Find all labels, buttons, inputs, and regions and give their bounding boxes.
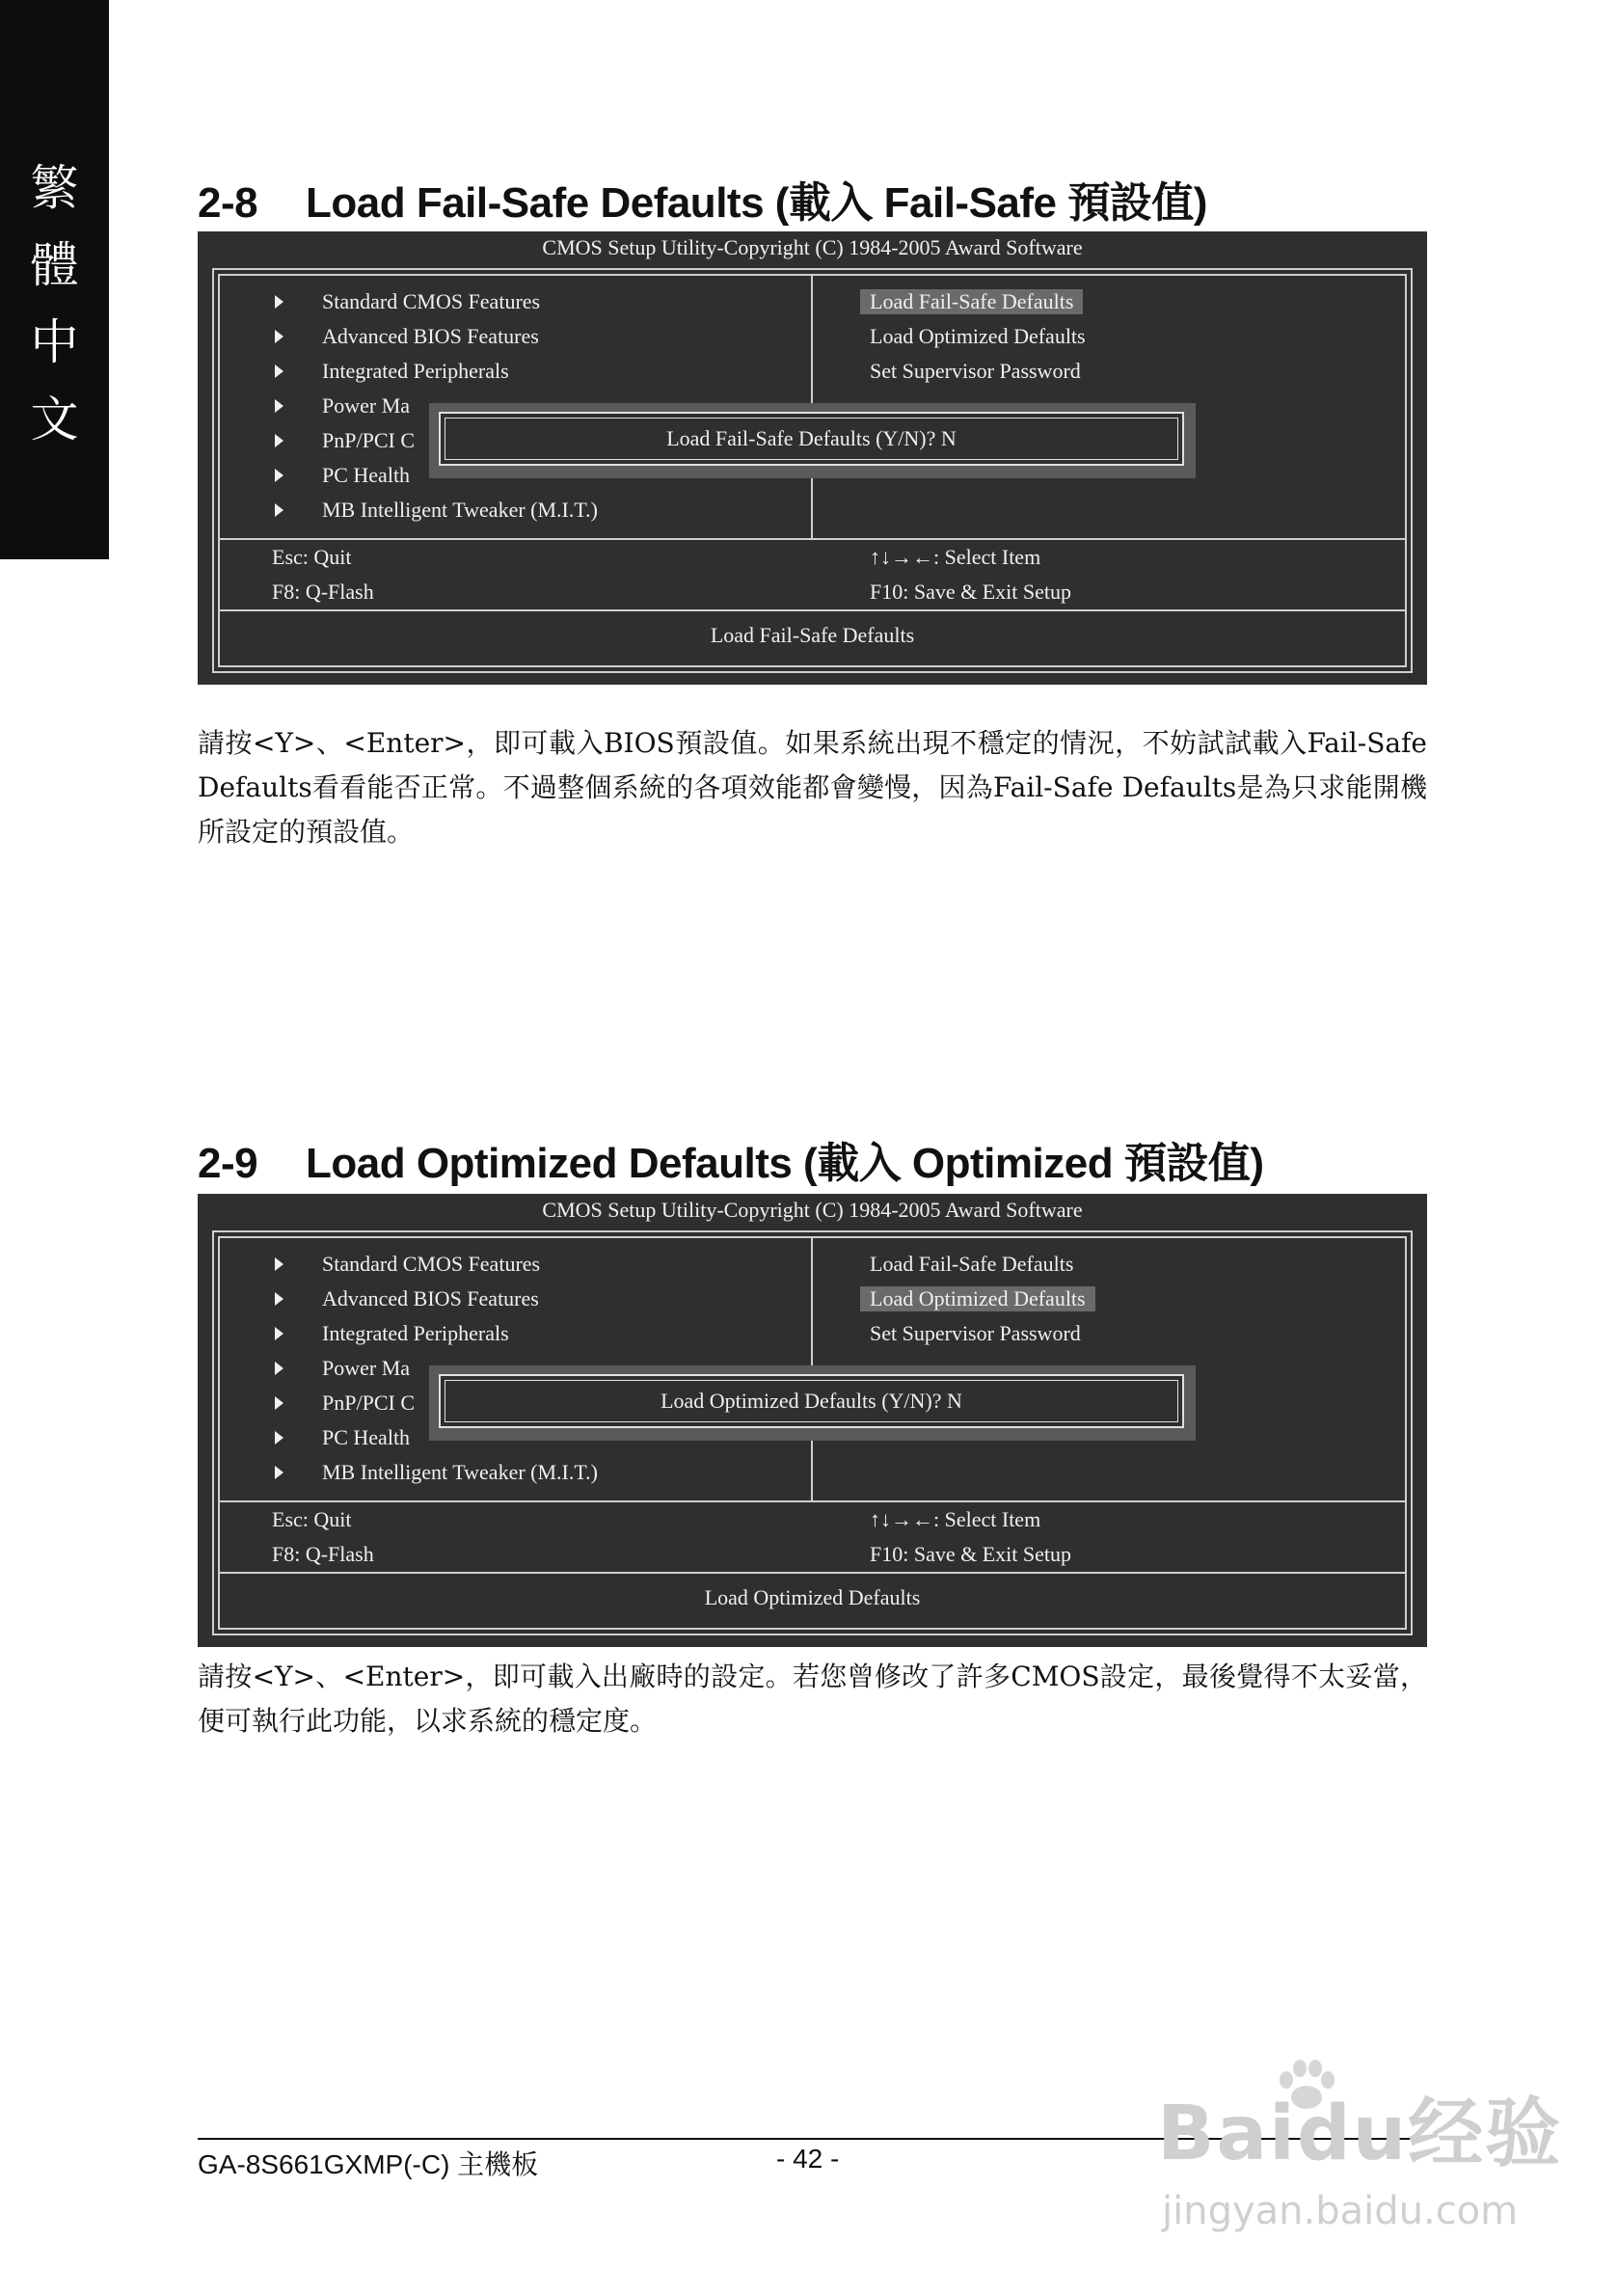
watermark-url: jingyan.baidu.com [1162,2189,1519,2233]
confirm-dialog[interactable] [439,412,1184,466]
bios-screen-optimized [198,1194,1427,1647]
menu-label: PC Health [322,1425,411,1449]
bios-menu-item[interactable] [275,1252,540,1277]
bios-menu-item[interactable] [275,1425,410,1450]
menu-label: PnP/PCI C [322,1391,415,1415]
bios-menu-item-load-fail-safe[interactable]: Load Fail-Safe Defaults [870,1252,1074,1276]
arrow-right-icon [275,1327,283,1340]
menu-label: MB Intelligent Tweaker (M.I.T.) [322,1460,599,1484]
bios-menu-item[interactable] [275,393,410,419]
language-side-tab [0,0,109,559]
arrow-right-icon [275,330,283,343]
key-hint-select: ↑↓→←: Select Item [870,545,1041,569]
key-hint-f8: F8: Q-Flash [272,580,374,604]
arrow-right-icon [275,503,283,517]
bios-menu-item-load-optimized[interactable]: Load Optimized Defaults [860,1286,1095,1311]
section-number: 2-9 [198,1140,258,1187]
bios-menu-item[interactable] [275,1286,539,1311]
arrow-right-icon [275,399,283,413]
confirm-dialog[interactable] [439,1374,1184,1428]
watermark-logo: Baidu经验 [1157,2091,1563,2177]
section-heading-2-8 [198,168,1207,230]
bios-menu-item[interactable] [275,1356,410,1381]
bios-menu-item[interactable] [275,289,540,314]
bios-menu-item-load-optimized[interactable]: Load Optimized Defaults [870,324,1086,348]
bios-divider [218,538,1407,540]
footer-model: GA-8S661GXMP(-C) 主機板 [198,2149,539,2179]
arrow-right-icon [275,1292,283,1306]
menu-label: Integrated Peripherals [322,1321,509,1345]
menu-label: Standard CMOS Features [322,1252,541,1276]
arrow-right-icon [275,434,283,447]
arrow-right-icon [275,469,283,482]
bios-menu-item-load-fail-safe[interactable]: Load Fail-Safe Defaults [860,289,1083,314]
arrow-right-icon [275,295,283,309]
key-hint-f10: F10: Save & Exit Setup [870,580,1071,604]
menu-label: Power Ma [322,1356,411,1380]
bios-status-line: Load Optimized Defaults [704,1585,921,1609]
section-heading-2-9 [198,1128,1263,1190]
bios-status-line: Load Fail-Safe Defaults [710,623,915,647]
menu-label: PC Health [322,463,411,487]
menu-label: Integrated Peripherals [322,359,509,383]
bios-menu-item[interactable] [275,498,598,523]
section-title: Load Optimized Defaults (載入 Optimized 預設值) [306,1140,1264,1187]
side-tab-char: 繁 [30,160,79,216]
bios-menu-item[interactable] [275,1321,509,1346]
section-title: Load Fail-Safe Defaults (載入 Fail-Safe 預設值) [306,179,1207,227]
bios-divider [218,1500,1407,1502]
section-number: 2-8 [198,179,258,227]
key-hint-f10: F10: Save & Exit Setup [870,1542,1071,1566]
arrow-right-icon [275,1257,283,1271]
page-number: - 42 - [776,2144,840,2174]
menu-label: Standard CMOS Features [322,289,541,313]
dialog-text: Load Optimized Defaults (Y/N)? N [445,1380,1178,1422]
bios-menu-item[interactable] [275,1391,415,1416]
arrow-right-icon [275,1396,283,1410]
arrow-right-icon [275,1466,283,1479]
side-tab-char: 文 [30,392,79,447]
side-tab-char: 體 [30,237,79,293]
bios-menu-item[interactable] [275,463,410,488]
section-paragraph: 請按<Y>、<Enter>，即可載入BIOS預設值。如果系統出現不穩定的情況，不妨試試載入Fail-Safe Defaults看看能否正常。不過整個系統的各項效能都會變慢，因為Fail-Safe Defaults是為只求能開機所設定的預設值。 [198,727,1427,848]
key-hint-select: ↑↓→←: Select Item [870,1507,1041,1531]
bios-divider [218,1572,1407,1574]
key-hint-f8: F8: Q-Flash [272,1542,374,1566]
arrow-right-icon [275,1431,283,1445]
bios-divider [218,609,1407,611]
dialog-text: Load Fail-Safe Defaults (Y/N)? N [445,418,1178,460]
bios-menu-item-supervisor-password[interactable]: Set Supervisor Password [870,1321,1081,1345]
menu-label: Advanced BIOS Features [322,324,539,348]
menu-label: Power Ma [322,393,411,418]
key-hint-esc: Esc: Quit [272,545,352,569]
bios-menu-item[interactable] [275,324,539,349]
arrow-right-icon [275,1362,283,1375]
bios-header: CMOS Setup Utility-Copyright (C) 1984-2005 Award Software [542,235,1083,259]
bios-header: CMOS Setup Utility-Copyright (C) 1984-2005 Award Software [542,1198,1083,1222]
bios-menu-item[interactable] [275,428,415,453]
key-hint-esc: Esc: Quit [272,1507,352,1531]
section-paragraph: 請按<Y>、<Enter>，即可載入出廠時的設定。若您曾修改了許多CMOS設定，最後覺得不太妥當，便可執行此功能，以求系統的穩定度。 [198,1661,1427,1737]
bios-menu-item[interactable] [275,1460,598,1485]
bios-menu-item[interactable] [275,359,509,384]
menu-label: Advanced BIOS Features [322,1286,539,1310]
menu-label: PnP/PCI C [322,428,415,452]
menu-label: MB Intelligent Tweaker (M.I.T.) [322,498,599,522]
side-tab-char: 中 [30,314,79,370]
bios-screen-fail-safe [198,231,1427,685]
arrow-right-icon [275,365,283,378]
bios-menu-item-supervisor-password[interactable]: Set Supervisor Password [870,359,1081,383]
